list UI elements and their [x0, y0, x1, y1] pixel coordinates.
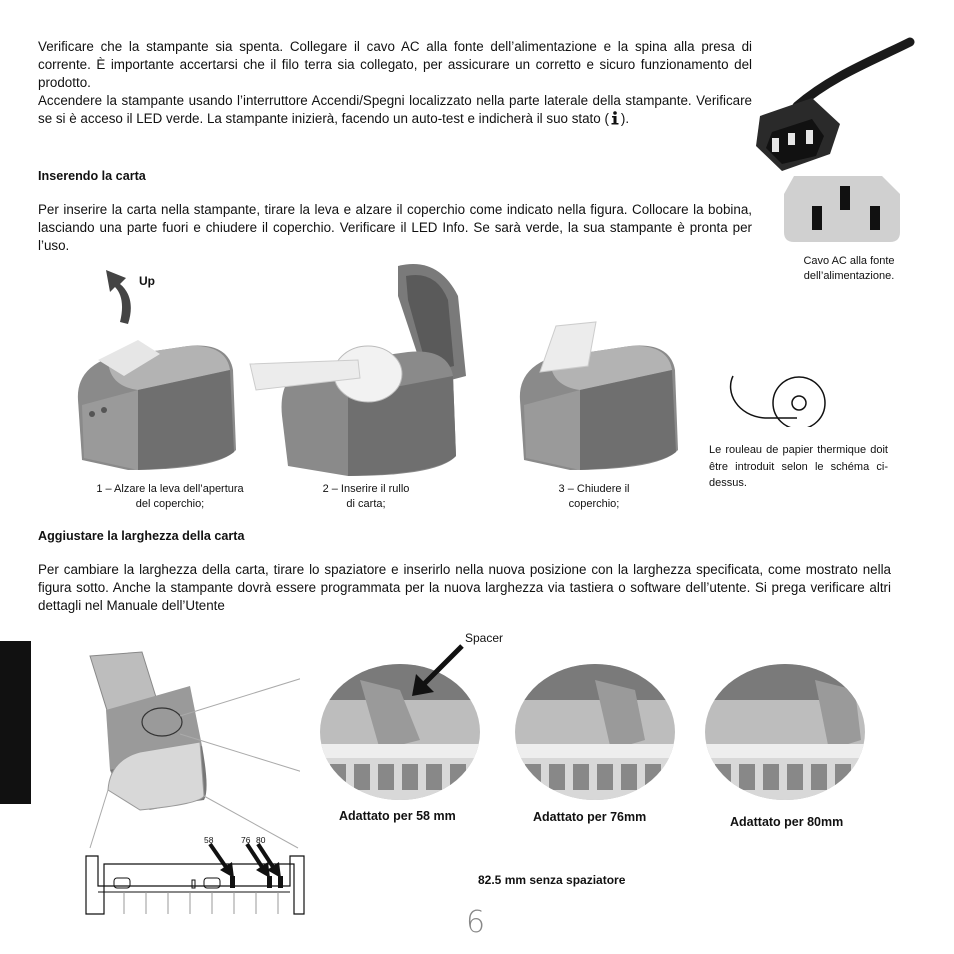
inset-76mm	[515, 660, 675, 800]
fit-80-caption: Adattato per 80mm	[730, 815, 844, 829]
step3-caption: 3 – Chiudere il coperchio;	[558, 483, 630, 510]
mark-80-label: 80	[256, 835, 266, 845]
inset-80mm	[705, 660, 865, 800]
mark-58-label: 58	[204, 835, 214, 845]
mark-76-label: 76	[241, 835, 251, 845]
printer-step1-illustration	[68, 330, 238, 480]
page-number: 6	[466, 905, 486, 940]
step1-caption: 1 – Alzare la leva dell’apertura del coperchio;	[96, 483, 244, 510]
printer-step3-illustration	[510, 320, 685, 480]
paper-section-heading: Inserendo la carta	[38, 169, 146, 183]
no-spacer-caption: 82.5 mm senza spaziatore	[478, 873, 626, 887]
paper-section-text: Per inserire la carta nella stampante, tirare la leva e alzare il coperchio come indicato nella figura. Collocare la bobina, lasciando una parte fuori e chiudere il coperchio. Verificare il LED Info. Se sarà verde, la sua stampante è pronta per l’uso.	[38, 202, 752, 253]
spacer-position-diagram	[84, 830, 310, 920]
info-icon	[609, 111, 621, 125]
printer-step2-illustration	[248, 256, 484, 481]
step2-caption: 2 – Inserire il rullo di carta;	[322, 483, 410, 510]
fit-58-caption: Adattato per 58 mm	[339, 809, 456, 823]
paper-roll-diagram	[725, 372, 830, 427]
paper-roll-caption: Le rouleau de papier thermique doit être introduit selon le schéma ci-dessus.	[709, 444, 888, 489]
up-label: Up	[139, 274, 155, 288]
side-tab	[0, 641, 31, 804]
spacer-label: Spacer	[465, 631, 504, 645]
power-cable-caption: Cavo AC alla fonte dell’alimentazione.	[803, 255, 895, 282]
fit-76-caption: Adattato per 76mm	[533, 810, 647, 824]
power-cable-illustration	[752, 36, 922, 256]
spacer-arrow-icon	[408, 640, 468, 700]
width-section-heading: Aggiustare la larghezza della carta	[38, 529, 245, 543]
intro-text	[38, 38, 752, 128]
width-section-text: Per cambiare la larghezza della carta, tirare lo spaziatore e inserirlo nella nuova posizione con la larghezza specificata, come mostrato nella figura sotto. Anche la stampante dovrà essere programmata per la nuova larghezza via tastiera o software dell’utente. Si prega verificare altri dettagli nel Manuale dell’Utente	[38, 562, 891, 613]
intro-paragraph-2: Accendere la stampante usando l’interruttore Accendi/Spegni localizzato nella parte laterale della stampante. Verificare se si è acceso il LED verde. La stampante inizierà, facendo un auto-test e indicherà il suo stato ( ).	[38, 93, 752, 126]
intro-paragraph-1: Verificare che la stampante sia spenta. Collegare il cavo AC alla fonte dell’alimentazione e la spina alla presa di corrente. È importante accertarsi che il filo terra sia collegato, per assicurare un corretto e sicuro funzionamento del prodotto.	[38, 39, 752, 90]
